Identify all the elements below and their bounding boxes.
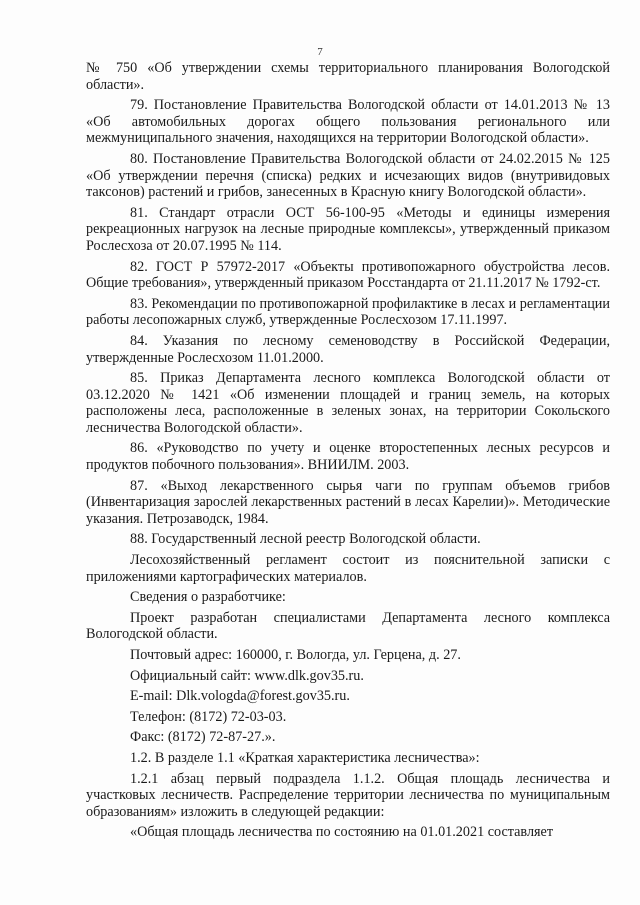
paragraph: Факс: (8172) 72-87-27.». [130,729,276,746]
document-body [86,60,610,845]
paragraph: Лесохозяйственный регламент состоит из пояснительной записки с приложениями картографических материалов. [86,552,610,585]
paragraph: № 750 «Об утверждении схемы территориального планирования Вологодской области». [86,60,610,93]
paragraph: 79. Постановление Правительства Вологодской области от 14.01.2013 № 13 «Об автомобильных дорогах общего пользования регионального или межмуниципального значения, находящихся на территории Вологодской области». [86,97,610,147]
paragraph: Официальный сайт: www.dlk.gov35.ru. [130,667,364,684]
paragraph: 85. Приказ Департамента лесного комплекса Вологодской области от 03.12.2020 № 1421 «Об изменении площадей и границ земель, на которых расположены леса, расположенные в зеленых зонах, на территории Сокольского лесничества Вологодской области». [86,370,610,436]
paragraph: 83. Рекомендации по противопожарной профилактике в лесах и регламентации работы лесопожарных служб, утвержденные Рослесхозом 17.11.1997. [86,295,610,329]
paragraph: 88. Государственный лесной реестр Вологодской области. [130,531,481,548]
paragraph: 82. ГОСТ Р 57972-2017 «Объекты противопожарного обустройства лесов. Общие требования», утвержденный приказом Росстандарта от 21.11.2017 № 1792-ст. [86,258,610,292]
paragraph: E-mail: Dlk.vologda@forest.gov35.ru. [130,688,350,705]
paragraph: 80. Постановление Правительства Вологодской области от 24.02.2015 № 125 «Об утверждении перечня (списка) редких и исчезающих видов (внутривидовых таксонов) растений и грибов, занесенных в Красную книгу Вологодской области». [86,150,610,201]
paragraph: 86. «Руководство по учету и оценке второстепенных лесных ресурсов и продуктов побочного пользования». ВНИИЛМ. 2003. [86,440,610,474]
paragraph: 1.2.1 абзац первый подраздела 1.1.2. Общая площадь лесничества и участковых лесничеств. Распределение территории лесничества по муниципальным образованиям» изложить в следующей редакции: [86,770,610,820]
page-number: 7 [317,46,323,58]
paragraph: Сведения о разработчике: [130,589,286,606]
paragraph: 84. Указания по лесному семеноводству в Российской Федерации, утвержденные Рослесхозом 11.01.2000. [86,332,610,366]
paragraph: Почтовый адрес: 160000, г. Вологда, ул. Герцена, д. 27. [130,647,461,663]
paragraph: 87. «Выход лекарственного сырья чаги по группам объемов грибов (Инвентаризация зарослей лекарственных растений в лесах Карелии)». Методические указания. Петрозаводск, 1984. [86,477,610,527]
paragraph: Проект разработан специалистами Департамента лесного комплекса Вологодской области. [86,609,610,643]
paragraph: «Общая площадь лесничества по состоянию на 01.01.2021 составляет [130,824,554,841]
paragraph: 1.2. В разделе 1.1 «Краткая характеристика лесничества»: [130,749,480,766]
paragraph: 81. Стандарт отрасли ОСТ 56-100-95 «Методы и единицы измерения рекреационных нагрузок на лесные природные комплексы», утвержденный приказом Рослесхоза от 20.07.1995 № 114. [86,204,610,254]
paragraph: Телефон: (8172) 72-03-03. [130,708,287,725]
